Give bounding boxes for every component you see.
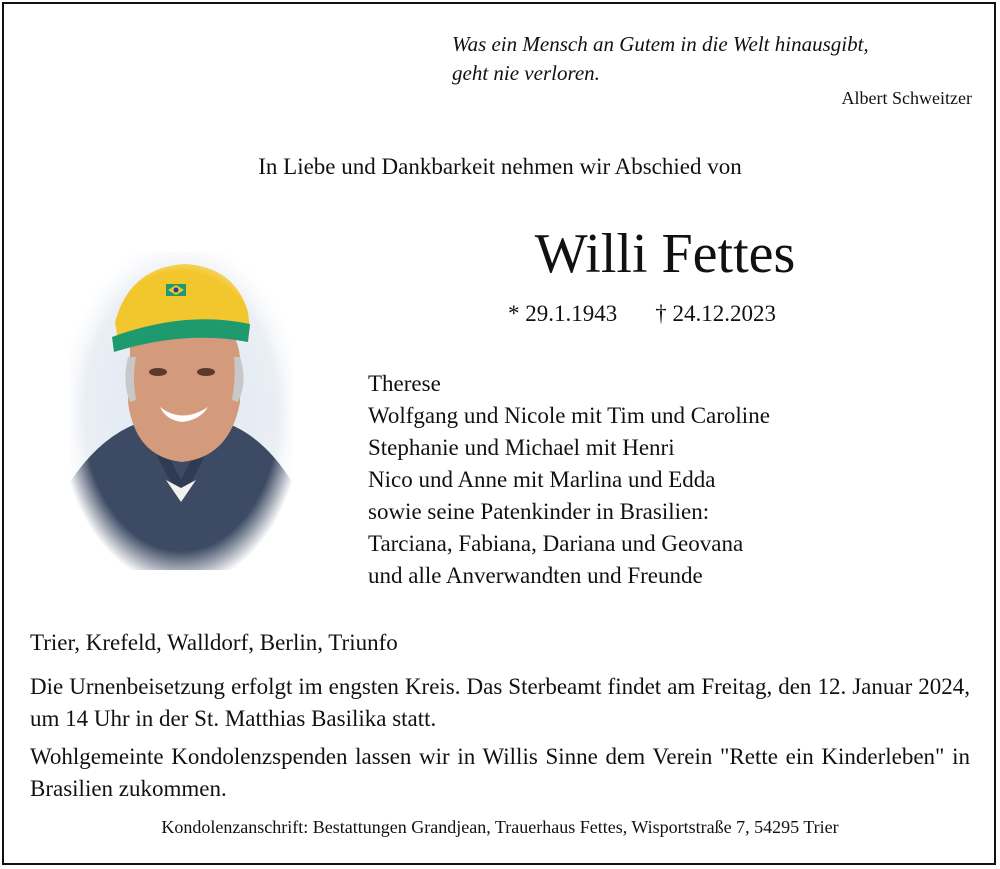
death-date: † 24.12.2023 — [655, 301, 776, 326]
quote-line-2: geht nie verloren. — [452, 61, 600, 85]
mourner-line: Nico und Anne mit Marlina und Edda — [368, 467, 716, 492]
birth-date: * 29.1.1943 — [508, 301, 618, 326]
deceased-name: Willi Fettes — [534, 223, 796, 285]
portrait-photo-icon — [70, 252, 292, 570]
mourner-line: sowie seine Patenkinder in Brasilien: — [368, 499, 710, 524]
quote-author: Albert Schweitzer — [841, 88, 972, 108]
intro-line: In Liebe und Dankbarkeit nehmen wir Abschied von — [258, 154, 742, 179]
mourner-line: und alle Anverwandten und Freunde — [368, 563, 703, 588]
places-line: Trier, Krefeld, Walldorf, Berlin, Triunfo — [30, 630, 398, 655]
mourners-list — [368, 368, 770, 592]
quote — [452, 30, 972, 88]
condolence-address: Kondolenzanschrift: Bestattungen Grandjean, Trauerhaus Fettes, Wisportstraße 7, 54295 Trier — [161, 817, 839, 837]
mourner-line: Tarciana, Fabiana, Dariana und Geovana — [368, 531, 744, 556]
life-dates — [508, 301, 776, 327]
mourner-line: Stephanie und Michael mit Henri — [368, 435, 675, 460]
funeral-paragraph: Die Urnenbeisetzung erfolgt im engsten Kreis. Das Sterbeamt findet am Freitag, den 12. Januar 2024, um 14 Uhr in der St. Matthias Basilika statt. — [30, 674, 970, 731]
quote-line-1: Was ein Mensch an Gutem in die Welt hinausgibt, — [452, 32, 869, 56]
mourner-line: Therese — [368, 371, 441, 396]
mourner-line: Wolfgang und Nicole mit Tim und Caroline — [368, 403, 770, 428]
donations-paragraph: Wohlgemeinte Kondolenzspenden lassen wir in Willis Sinne dem Verein "Rette ein Kinderleben" in Brasilien zukommen. — [30, 744, 970, 801]
